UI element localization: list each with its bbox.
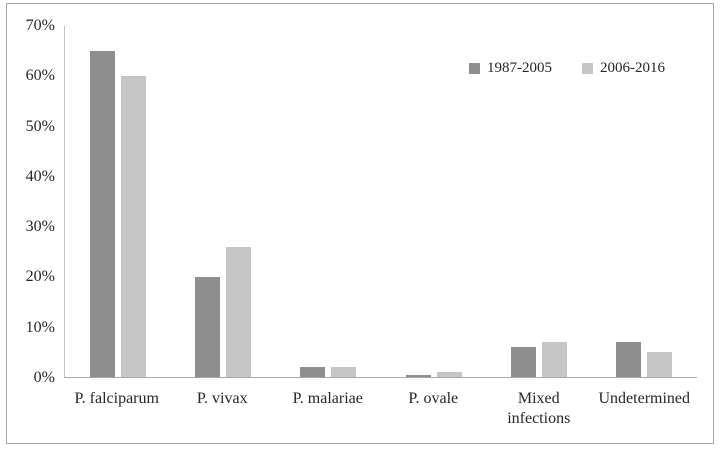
legend-item [469, 61, 552, 76]
x-category-label: Mixed infections [507, 390, 571, 427]
y-tick-label: 20% [25, 268, 55, 286]
bar-group [276, 26, 381, 377]
bar-2006-2016 [331, 367, 356, 377]
bar-1987-2005 [511, 347, 536, 377]
bar-2006-2016 [121, 76, 146, 377]
y-tick-label: 40% [25, 167, 55, 185]
legend [469, 61, 665, 76]
bar-1987-2005 [300, 367, 325, 377]
x-axis-labels [64, 389, 697, 429]
bar-group [170, 26, 275, 377]
bar-group [65, 26, 170, 377]
legend-label: 1987-2005 [487, 60, 552, 76]
bar-group [381, 26, 486, 377]
bar-1987-2005 [195, 277, 220, 377]
legend-item [582, 61, 665, 76]
y-tick-label: 70% [25, 17, 55, 34]
bars-container [64, 26, 697, 378]
x-category-label: P. vivax [196, 390, 248, 407]
bar-1987-2005 [616, 342, 641, 377]
plot-area [25, 17, 697, 427]
bar-group [592, 26, 697, 377]
bar-1987-2005 [406, 375, 431, 378]
x-category-label: P. falciparum [74, 390, 159, 407]
bar-1987-2005 [90, 51, 115, 377]
x-category-label: Undetermined [598, 390, 691, 407]
legend-swatch [582, 63, 593, 74]
y-tick-label: 60% [25, 67, 55, 85]
bar-2006-2016 [542, 342, 567, 377]
bar-2006-2016 [647, 352, 672, 377]
x-category-label: P. malariae [292, 390, 363, 407]
x-category-label: P. ovale [408, 390, 459, 407]
y-tick-label: 10% [25, 318, 55, 336]
bar-group [486, 26, 591, 377]
chart-frame [6, 3, 714, 444]
y-tick-label: 0% [33, 369, 55, 386]
bar-2006-2016 [437, 372, 462, 377]
legend-label: 2006-2016 [600, 60, 665, 76]
y-tick-label: 30% [25, 218, 55, 236]
y-tick-label: 50% [25, 117, 55, 135]
bar-2006-2016 [226, 247, 251, 377]
legend-swatch [469, 63, 480, 74]
